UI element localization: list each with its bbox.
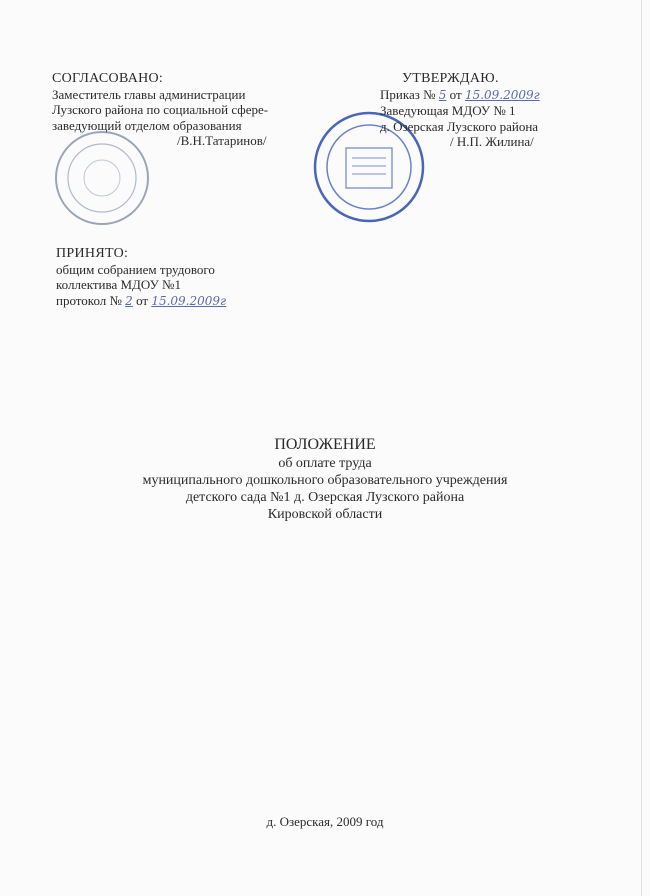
order-number: 5 xyxy=(438,87,447,102)
order-line xyxy=(380,87,540,104)
approval-left-line: Заместитель главы администрации xyxy=(52,86,246,102)
protocol-number: 2 xyxy=(125,293,133,308)
title-line: муниципального дошкольного образовательного учреждения xyxy=(142,473,508,488)
approval-right-line: Заведующая МДОУ № 1 xyxy=(380,103,516,118)
protocol-date: 15.09.2009г xyxy=(151,293,227,308)
approval-left-heading: СОГЛАСОВАНО: xyxy=(52,71,164,86)
approval-right-line: д. Озерская Лузского района xyxy=(380,118,539,134)
order-date: 15.09.2009г xyxy=(464,87,540,102)
approval-left xyxy=(52,71,268,149)
approval-left-signature: /В.Н.Татаринов/ xyxy=(177,133,267,148)
protocol-from: от xyxy=(136,292,149,308)
title-line: детского сада №1 д. Озерская Лузского района xyxy=(185,490,465,505)
accepted-line: общим собранием трудового xyxy=(56,261,215,277)
approval-right xyxy=(380,71,540,150)
accepted-heading: ПРИНЯТО: xyxy=(56,246,129,261)
title-line: об оплате труда xyxy=(278,456,372,471)
title-line: Кировской области xyxy=(267,507,383,522)
approval-left-line: заведующий отделом образования xyxy=(52,117,242,133)
document-title xyxy=(0,436,650,523)
protocol-line xyxy=(56,293,226,310)
accepted-block xyxy=(56,246,226,309)
accepted-line: коллектива МДОУ №1 xyxy=(56,277,181,292)
order-from: от xyxy=(449,86,462,102)
approval-right-signature: / Н.П. Жилина/ xyxy=(450,134,534,149)
order-prefix: Приказ № xyxy=(380,86,436,102)
approval-right-heading: УТВЕРЖДАЮ. xyxy=(402,71,499,86)
protocol-prefix: протокол № xyxy=(56,292,122,308)
title-heading: ПОЛОЖЕНИЕ xyxy=(274,436,376,453)
approval-left-line: Лузского района по социальной сфере- xyxy=(52,102,269,117)
footer-place-year: д. Озерская, 2009 год xyxy=(266,814,384,829)
